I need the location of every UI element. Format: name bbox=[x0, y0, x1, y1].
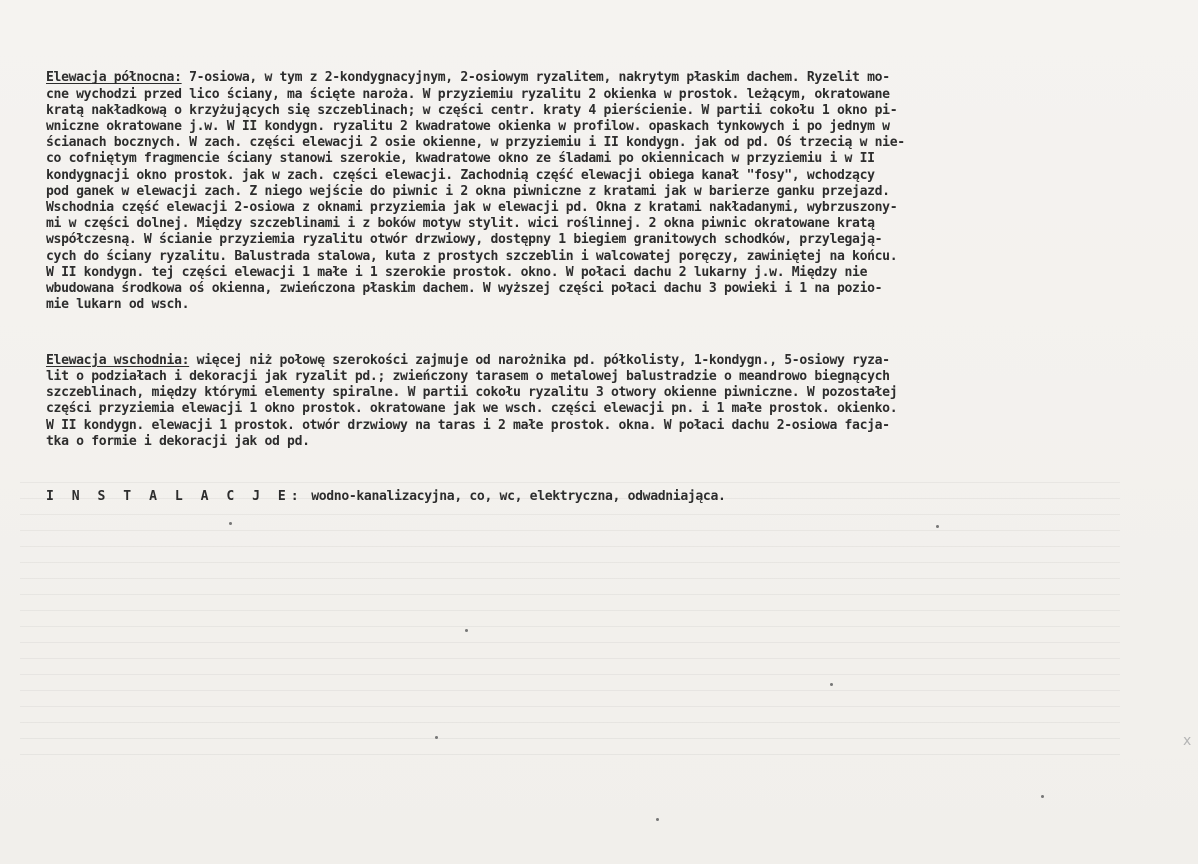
text-line: cych do ściany ryzalitu. Balustrada stalowa, kuta z prostych szczeblin i walcowatej poręczy, zawiniętej na końcu. bbox=[46, 248, 898, 264]
paper-speck bbox=[656, 818, 659, 821]
text-line: tka o formie i dekoracji jak od pd. bbox=[46, 433, 310, 449]
margin-mark: x bbox=[1183, 733, 1192, 749]
text-line: współczesną. W ścianie przyziemia ryzalitu otwór drzwiowy, dostępny 1 biegiem granitowych schodków, przylegają- bbox=[46, 232, 883, 248]
document-text bbox=[46, 38, 1182, 538]
text-line: W II kondygn. tej części elewacji 1 małe i 1 szerokie prostok. okno. W połaci dachu 2 lukarny j.w. Między nie bbox=[46, 264, 868, 280]
text-line: więcej niż połowę szerokości zajmuje od narożnika pd. półkolisty, 1-kondygn., 5-osiowy ryza- bbox=[189, 352, 890, 368]
text-line: wniczne okratowane j.w. W II kondygn. ryzalitu 2 kwadratowe okienka w profilow. opaskach tynkowych i po jednym w bbox=[46, 119, 890, 135]
text-line: ścianach bocznych. W zach. części elewacji 2 osie okienne, w przyziemiu i II kondygn. jak od pd. Oś trzecią w nie- bbox=[46, 135, 905, 151]
paper-speck bbox=[465, 629, 468, 632]
text-line: kratą nakładkową o krzyżujących się szczeblinach; w części centr. kraty 4 pierścienie. W partii cokołu 1 okno pi- bbox=[46, 102, 898, 118]
text-line: wbudowana środkowa oś okienna, zwieńczona płaskim dachem. W wyższej części połaci dachu 3 powieki i 1 na pozio- bbox=[46, 281, 883, 297]
text-line: W II kondygn. elewacji 1 prostok. otwór drzwiowy na taras i 2 małe prostok. okna. W połaci dachu 2-osiowa facja- bbox=[46, 417, 890, 433]
text-line: mi w części dolnej. Między szczeblinami i z boków motyw stylit. wici roślinnej. 2 okna piwnic okratowane kratą bbox=[46, 216, 875, 232]
text-line: Wschodnia część elewacji 2-osiowa z oknami przyziemia jak w elewacji pd. Okna z kratami nakładanymi, wybrzuszony- bbox=[46, 200, 898, 216]
text-line: cne wychodzi przed lico ściany, ma ścięte naroża. W przyziemiu ryzalitu 2 okienka w prostok. leżącym, okratowane bbox=[46, 86, 890, 102]
text-line: części przyziemia elewacji 1 okno prostok. okratowane jak we wsch. części elewacji pn. i 1 małe prostok. okienko. bbox=[46, 401, 898, 417]
text-line: co cofniętym fragmencie ściany stanowi szerokie, kwadratowe okno ze śladami po okiennicach w przyziemiu i w II bbox=[46, 151, 875, 167]
section-heading: Elewacja wschodnia: bbox=[46, 352, 190, 368]
text-line: 7-osiowa, w tym z 2-kondygnacyjnym, 2-osiowym ryzalitem, nakrytym płaskim dachem. Ryzelit mo- bbox=[181, 70, 890, 86]
text-line: lit o podziałach i dekoracji jak ryzalit pd.; zwieńczony tarasem o metalowej balustradzie o meandrowo biegnących bbox=[46, 369, 890, 385]
paper-speck bbox=[830, 683, 833, 686]
text-line: pod ganek w elewacji zach. Z niego wejście do piwnic i 2 okna piwniczne z kratami jak w barierze ganku przejazd. bbox=[46, 183, 890, 199]
section-heading: Elewacja północna: bbox=[46, 70, 182, 86]
section-north-elevation bbox=[46, 70, 1182, 313]
text-line: szczeblinach, między którymi elementy spiralne. W partii cokołu ryzalitu 3 otwory okienne piwniczne. W pozostałej bbox=[46, 385, 898, 401]
section-installations bbox=[46, 489, 1182, 505]
text-line: mie lukarn od wsch. bbox=[46, 297, 190, 313]
paper-speck bbox=[229, 522, 232, 525]
paper-speck bbox=[1041, 795, 1044, 798]
installations-value: wodno-kanalizacyjna, co, wc, elektryczna, odwadniająca. bbox=[303, 489, 726, 505]
text-line: kondygnacji okno prostok. jak w zach. części elewacji. Zachodnią część elewacji obiega kanał "fosy", wchodzący bbox=[46, 167, 875, 183]
section-east-elevation bbox=[46, 353, 1182, 450]
paper-speck bbox=[936, 525, 939, 528]
installations-label: I N S T A L A C J E: bbox=[46, 489, 304, 505]
paper-speck bbox=[435, 736, 438, 739]
